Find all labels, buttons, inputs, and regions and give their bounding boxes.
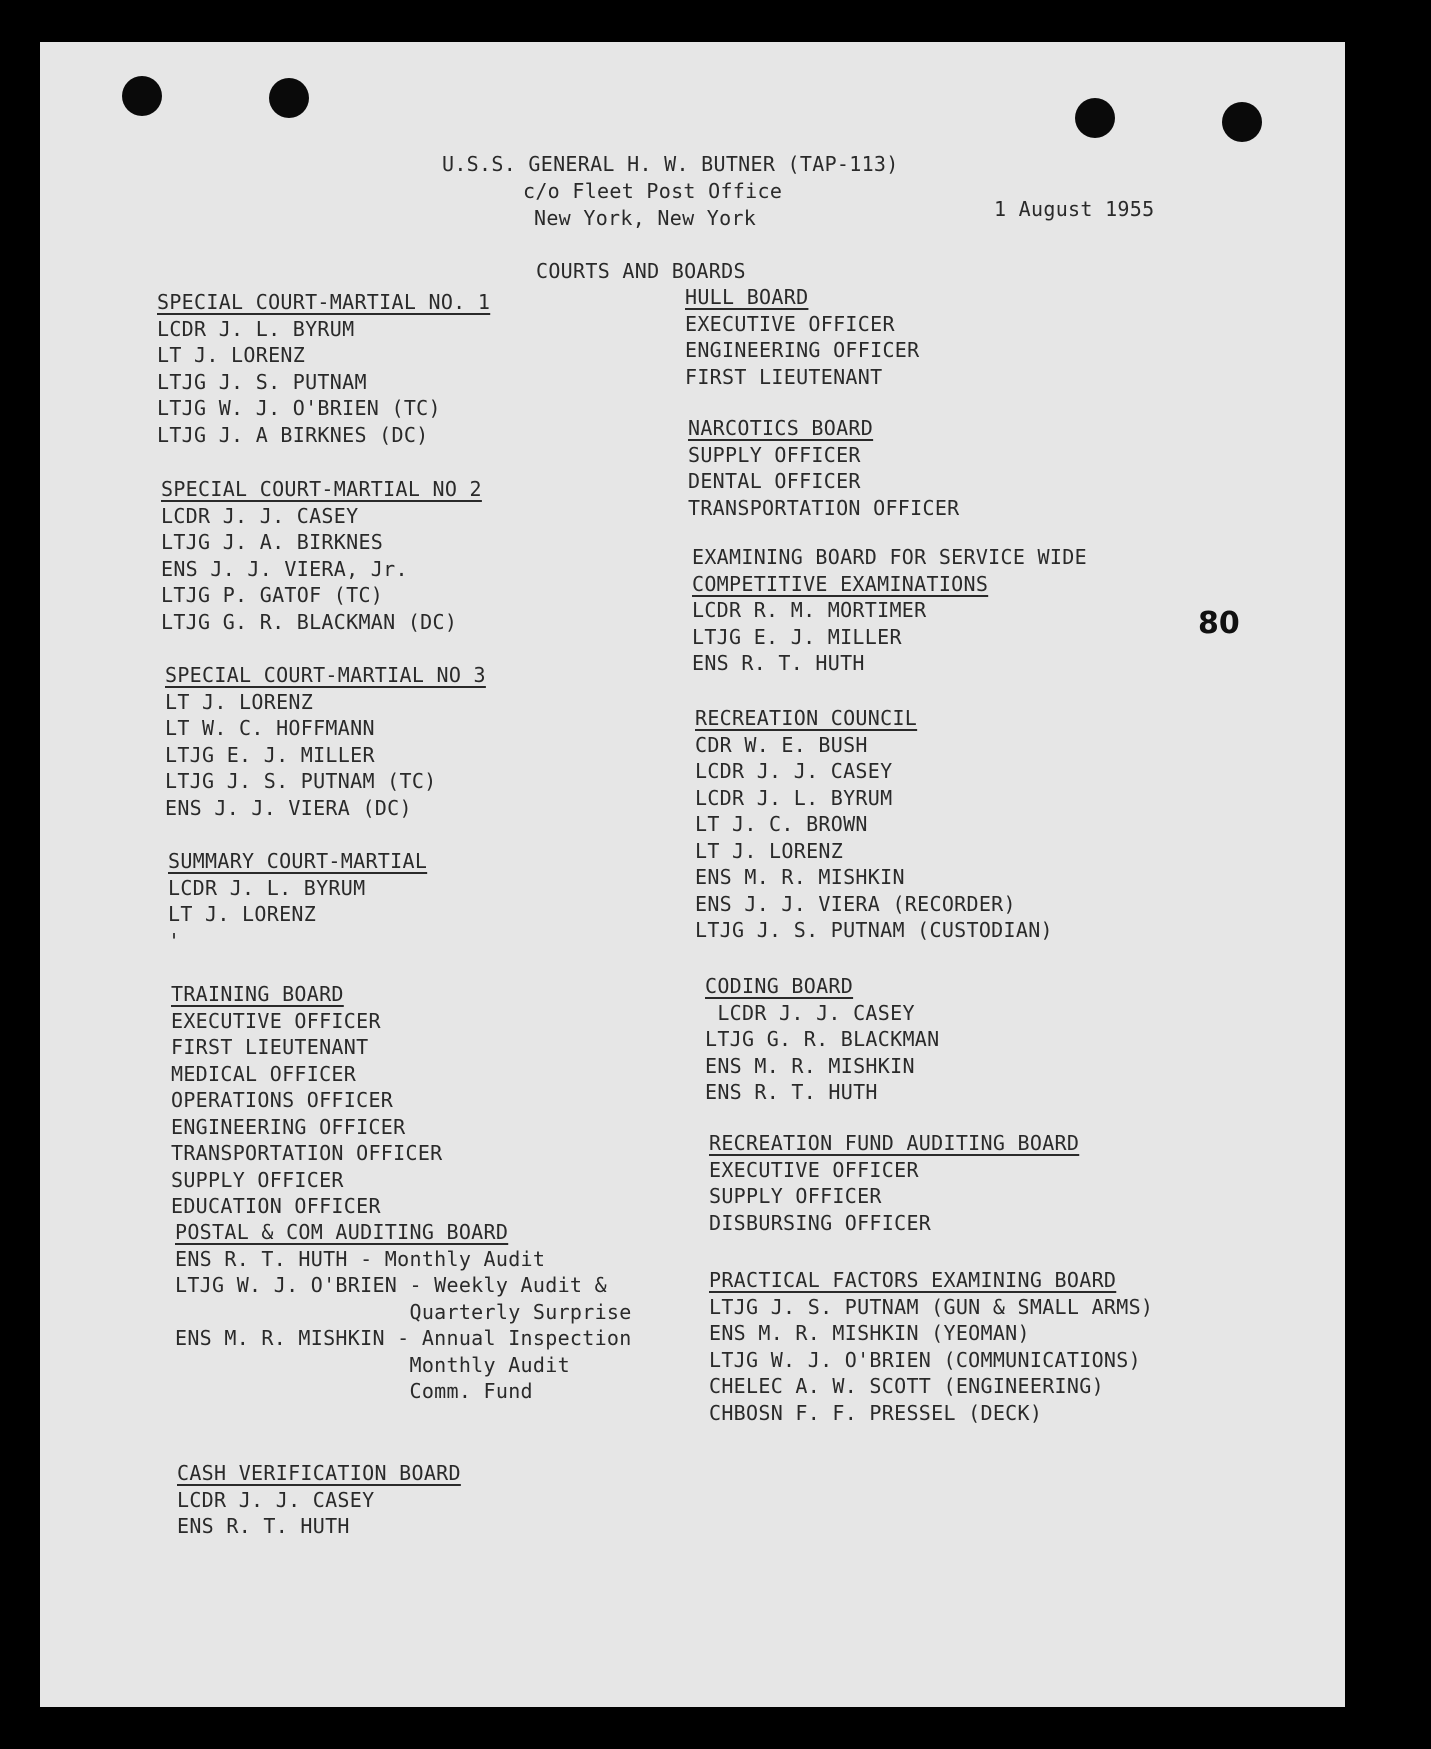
member: CHBOSN F. F. PRESSEL (DECK) — [709, 1400, 1043, 1425]
member: ENS R. T. HUTH — [177, 1514, 350, 1538]
board-title: RECREATION FUND AUDITING BOARD — [709, 1131, 1080, 1155]
member: ENS M. R. MISHKIN — [705, 1053, 915, 1078]
training-board — [171, 981, 443, 1220]
member: LTJG P. GATOF (TC) — [161, 583, 384, 607]
board-title: HULL BOARD — [685, 285, 809, 309]
member: LT J. C. BROWN — [695, 812, 868, 836]
examining-board — [692, 544, 1087, 677]
board-title: SUMMARY COURT-MARTIAL — [168, 849, 428, 873]
member: EXECUTIVE OFFICER — [171, 1008, 381, 1033]
member: LTJG G. R. BLACKMAN (DC) — [161, 609, 458, 634]
member: LTJG G. R. BLACKMAN — [705, 1027, 940, 1051]
board-title: RECREATION COUNCIL — [695, 706, 918, 730]
member: TRANSPORTATION OFFICER — [171, 1141, 443, 1165]
member: LTJG J. S. PUTNAM (GUN & SMALL ARMS) — [709, 1294, 1154, 1319]
recreation-council — [695, 705, 1053, 944]
member: ENS J. J. VIERA (DC) — [165, 795, 412, 820]
summary-court-martial — [168, 848, 427, 954]
member: OPERATIONS OFFICER — [171, 1088, 394, 1112]
member: LTJG E. J. MILLER — [692, 624, 902, 649]
board-title: CODING BOARD — [705, 974, 854, 998]
board-title: SPECIAL COURT-MARTIAL NO 2 — [161, 477, 482, 501]
member: LTJG W. J. O'BRIEN (COMMUNICATIONS) — [709, 1347, 1141, 1372]
special-court-martial-1 — [157, 289, 490, 448]
member: LT J. LORENZ — [157, 343, 306, 367]
member: SUPPLY OFFICER — [709, 1184, 882, 1208]
member: SUPPLY OFFICER — [688, 442, 861, 467]
member: LT J. LORENZ — [168, 902, 317, 926]
address-line-1: c/o Fleet Post Office — [523, 179, 783, 203]
punch-hole — [1075, 98, 1115, 138]
member: Comm. Fund — [175, 1379, 533, 1403]
board-title: SPECIAL COURT-MARTIAL NO. 1 — [157, 290, 491, 314]
member: LCDR J. J. CASEY — [695, 759, 893, 783]
ship-name: U.S.S. GENERAL H. W. BUTNER (TAP-113) — [442, 152, 899, 176]
member: LTJG W. J. O'BRIEN - Weekly Audit & — [175, 1273, 607, 1297]
board-title: PRACTICAL FACTORS EXAMINING BOARD — [709, 1268, 1117, 1292]
section-title: COURTS AND BOARDS — [536, 259, 746, 283]
page-number: 80 — [1198, 606, 1240, 641]
member: LCDR J. J. CASEY — [705, 1000, 915, 1025]
board-title: NARCOTICS BOARD — [688, 416, 874, 440]
member: FIRST LIEUTENANT — [685, 364, 883, 389]
member: LTJG W. J. O'BRIEN (TC) — [157, 396, 441, 420]
narcotics-board — [688, 415, 960, 521]
member: ENS J. J. VIERA, Jr. — [161, 556, 408, 581]
member: LCDR J. J. CASEY — [161, 503, 359, 528]
member: FIRST LIEUTENANT — [171, 1035, 369, 1059]
punch-hole — [269, 78, 309, 118]
address-line-2: New York, New York — [534, 206, 757, 230]
member: ENGINEERING OFFICER — [685, 338, 920, 362]
member: ' — [168, 928, 181, 953]
member: LTJG J. S. PUTNAM (TC) — [165, 769, 437, 793]
member: ENS M. R. MISHKIN - Annual Inspection — [175, 1326, 632, 1350]
member: CHELEC A. W. SCOTT (ENGINEERING) — [709, 1374, 1104, 1398]
board-title: TRAINING BOARD — [171, 982, 344, 1006]
recreation-fund-auditing-board — [709, 1130, 1079, 1236]
document-page — [40, 42, 1345, 1707]
practical-factors-examining-board — [709, 1267, 1153, 1426]
document-date: 1 August 1955 — [994, 197, 1155, 221]
member: Monthly Audit — [175, 1352, 570, 1377]
special-court-martial-3 — [165, 662, 486, 821]
member: EXECUTIVE OFFICER — [709, 1157, 919, 1182]
member: LTJG J. A. BIRKNES — [161, 530, 384, 554]
member: ENS R. T. HUTH — [705, 1080, 878, 1104]
board-title: SPECIAL COURT-MARTIAL NO 3 — [165, 663, 486, 687]
member: LCDR J. L. BYRUM — [695, 785, 893, 810]
punch-hole — [1222, 102, 1262, 142]
member: EXECUTIVE OFFICER — [685, 311, 895, 336]
member: ENS R. T. HUTH - Monthly Audit — [175, 1246, 546, 1271]
member: ENGINEERING OFFICER — [171, 1114, 406, 1139]
member: LCDR R. M. MORTIMER — [692, 598, 927, 622]
cash-verification-board — [177, 1460, 461, 1540]
member: LCDR J. L. BYRUM — [168, 875, 366, 900]
member: LCDR J. L. BYRUM — [157, 316, 355, 341]
member: ENS J. J. VIERA (RECORDER) — [695, 891, 1016, 916]
member: CDR W. E. BUSH — [695, 732, 868, 757]
member: DISBURSING OFFICER — [709, 1210, 932, 1235]
member: DENTAL OFFICER — [688, 469, 861, 493]
member: LT W. C. HOFFMANN — [165, 716, 375, 740]
postal-com-auditing-board — [175, 1219, 632, 1405]
member: ENS M. R. MISHKIN (YEOMAN) — [709, 1321, 1030, 1345]
board-title: COMPETITIVE EXAMINATIONS — [692, 571, 989, 596]
member: MEDICAL OFFICER — [171, 1061, 357, 1086]
member: LTJG E. J. MILLER — [165, 742, 375, 767]
member: Quarterly Surprise — [175, 1299, 632, 1324]
member: LCDR J. J. CASEY — [177, 1487, 375, 1512]
member: LT J. LORENZ — [165, 689, 314, 714]
special-court-martial-2 — [161, 476, 482, 635]
hull-board — [685, 284, 919, 390]
member: ENS M. R. MISHKIN — [695, 865, 905, 889]
member: LTJG J. A BIRKNES (DC) — [157, 422, 429, 447]
member: EDUCATION OFFICER — [171, 1194, 381, 1218]
member: ENS R. T. HUTH — [692, 651, 865, 675]
member: LTJG J. S. PUTNAM (CUSTODIAN) — [695, 918, 1053, 942]
member: SUPPLY OFFICER — [171, 1167, 344, 1192]
board-title: CASH VERIFICATION BOARD — [177, 1461, 461, 1485]
board-title: POSTAL & COM AUDITING BOARD — [175, 1220, 509, 1244]
member: LTJG J. S. PUTNAM — [157, 369, 367, 394]
board-title: EXAMINING BOARD FOR SERVICE WIDE — [692, 545, 1087, 569]
punch-hole — [122, 76, 162, 116]
member: LT J. LORENZ — [695, 838, 844, 863]
coding-board — [705, 973, 939, 1106]
member: TRANSPORTATION OFFICER — [688, 495, 960, 520]
